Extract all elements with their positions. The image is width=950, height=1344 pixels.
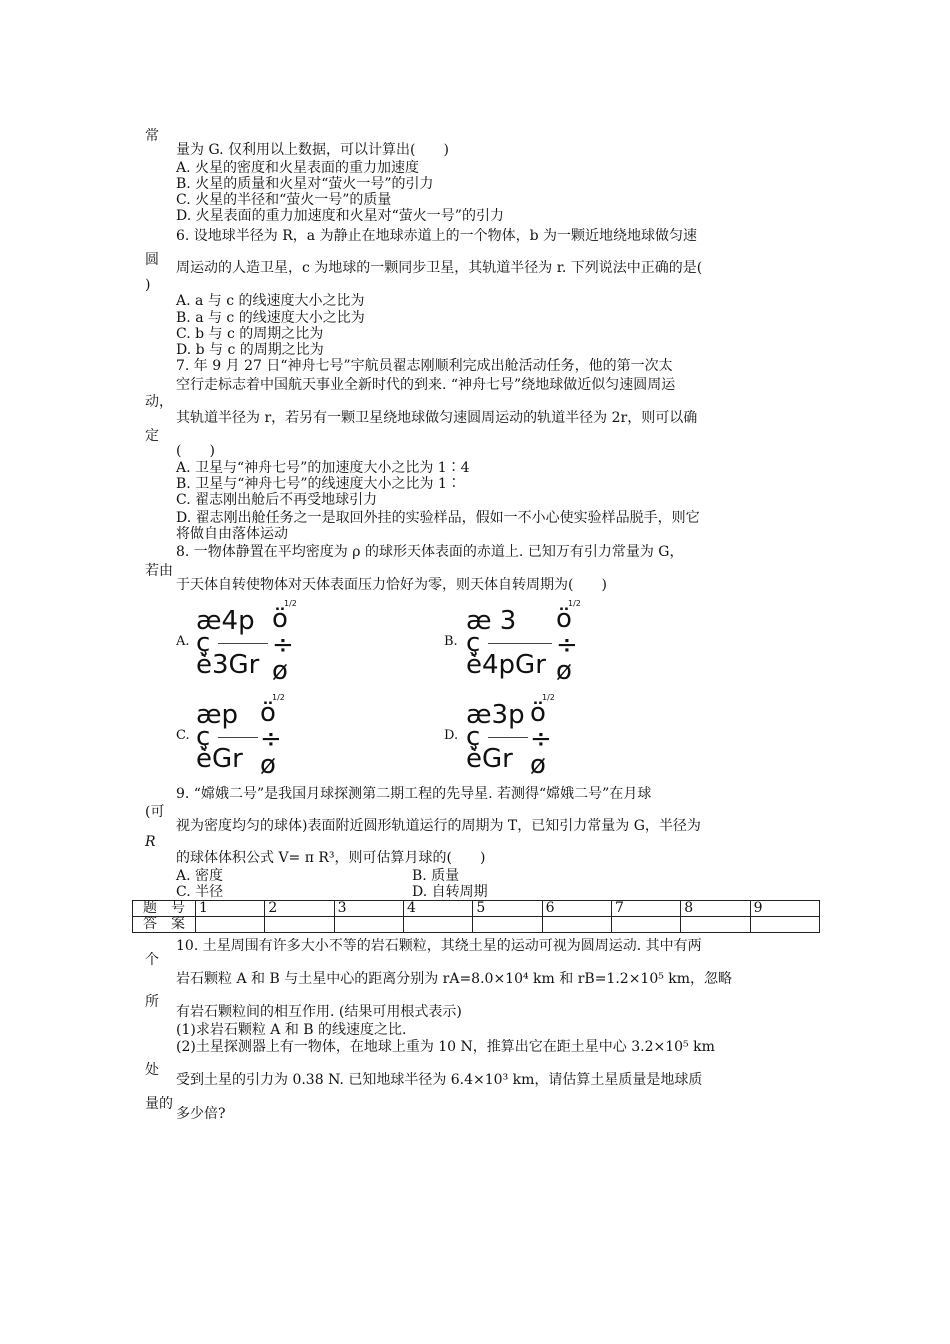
formula-bracket: ç xyxy=(466,722,481,752)
formula-numerator: æ 3 xyxy=(466,606,517,636)
formula-bracket: ÷ xyxy=(530,724,552,754)
formula-exponent: 1/2 xyxy=(284,599,297,608)
table-cell: 7 xyxy=(611,901,680,917)
q7-line: 空行走标志着中国航天事业全新时代的到来. “神舟七号”绕地球做近似匀速圆周运 xyxy=(176,377,676,393)
q7-option-a: A. 卫星与“神舟七号”的加速度大小之比为 1∶4 xyxy=(176,460,470,476)
side-text: 个 xyxy=(145,952,159,968)
q10-line: 多少倍? xyxy=(176,1106,226,1122)
side-text: ) xyxy=(145,277,151,293)
option-label: B. xyxy=(444,634,458,649)
q9-line: 视为密度均匀的球体)表面附近圆形轨道运行的周期为 T，已知引力常量为 G，半径为 xyxy=(176,818,701,834)
table-cell: 9 xyxy=(750,901,819,917)
answer-cell[interactable] xyxy=(473,917,542,933)
q10-line: 受到土星的引力为 0.38 N. 已知地球半径为 6.4×10³ km，请估算土星质量是地球质 xyxy=(176,1072,703,1088)
q6-line: 6. 设地球半径为 R，a 为静止在地球赤道上的一个物体，b 为一颗近地绕地球做匀速 xyxy=(176,228,698,244)
formula-bracket: ö xyxy=(272,604,288,634)
formula-denominator: èGr xyxy=(196,744,243,774)
side-text: R xyxy=(145,834,156,850)
q6-option-c: C. b 与 c 的周期之比为 xyxy=(176,326,324,342)
q8-line: 8. 一物体静置在平均密度为 ρ 的球形天体表面的赤道上. 已知万有引力常量为 G， xyxy=(176,544,684,560)
side-text: (可 xyxy=(145,804,165,820)
formula-numerator: æp xyxy=(196,700,239,730)
table-header: 题 号 xyxy=(133,901,196,917)
q5-stem: 量为 G. 仅利用以上数据，可以计算出( ) xyxy=(176,142,449,158)
answer-cell[interactable] xyxy=(611,917,680,933)
formula-bracket: ø xyxy=(556,656,572,686)
q9-option-d: D. 自转周期 xyxy=(412,884,488,900)
formula-bracket: ö xyxy=(556,604,572,634)
formula-bracket: ÷ xyxy=(556,630,578,660)
q6-line: 周运动的人造卫星，c 为地球的一颗同步卫星，其轨道半径为 r. 下列说法中正确的是( xyxy=(176,260,703,276)
formula-numerator: æ4p xyxy=(196,606,255,636)
formula-denominator: è3Gr xyxy=(196,650,260,680)
table-row xyxy=(133,917,820,933)
q8-option-c xyxy=(176,694,376,784)
q5-option-d: D. 火星表面的重力加速度和火星对“萤火一号”的引力 xyxy=(176,208,504,224)
q6-option-d: D. b 与 c 的周期之比为 xyxy=(176,342,324,358)
answer-cell[interactable] xyxy=(750,917,819,933)
table-cell: 4 xyxy=(403,901,472,917)
answer-cell[interactable] xyxy=(542,917,611,933)
table-cell: 8 xyxy=(681,901,750,917)
formula-bracket: ÷ xyxy=(272,630,294,660)
q7-option-d: 将做自由落体运动 xyxy=(176,526,288,542)
formula-bracket: ç xyxy=(196,722,211,752)
formula-exponent: 1/2 xyxy=(272,693,285,702)
side-text: 所 xyxy=(145,994,159,1010)
q7-line: ( ) xyxy=(176,443,215,459)
formula-numerator: æ3p xyxy=(466,700,525,730)
table-row xyxy=(133,901,820,917)
q6-option-b: B. a 与 c 的线速度大小之比为 xyxy=(176,310,365,326)
q5-option-b: B. 火星的质量和火星对“萤火一号”的引力 xyxy=(176,176,434,192)
table-cell: 6 xyxy=(542,901,611,917)
side-text: 定 xyxy=(145,428,159,444)
q9-option-b: B. 质量 xyxy=(412,868,460,884)
q8-option-b xyxy=(444,600,664,690)
q10-line: (1)求岩石颗粒 A 和 B 的线速度之比. xyxy=(176,1022,407,1038)
formula-bracket: ø xyxy=(260,750,276,780)
option-label: A. xyxy=(176,634,190,649)
side-text: 处 xyxy=(145,1062,159,1078)
formula-denominator: è4pGr xyxy=(466,650,546,680)
table-cell: 5 xyxy=(473,901,542,917)
option-label: D. xyxy=(444,728,459,743)
q10-line: 10. 土星周围有许多大小不等的岩石颗粒，其绕土星的运动可视为圆周运动. 其中有两 xyxy=(176,938,702,954)
table-header: 答 案 xyxy=(133,917,196,933)
q8-option-d xyxy=(444,694,644,784)
side-text: 量的 xyxy=(145,1096,173,1112)
q5-option-a: A. 火星的密度和火星表面的重力加速度 xyxy=(176,160,420,176)
formula-denominator: èGr xyxy=(466,744,513,774)
q9-line: 9. “嫦娥二号”是我国月球探测第二期工程的先导星. 若测得“嫦娥二号”在月球 xyxy=(176,786,652,802)
answer-table xyxy=(132,900,820,933)
q7-option-b: B. 卫星与“神舟七号”的线速度大小之比为 1∶ xyxy=(176,476,461,492)
q6-option-a: A. a 与 c 的线速度大小之比为 xyxy=(176,293,365,309)
answer-cell[interactable] xyxy=(403,917,472,933)
formula-bracket: ç xyxy=(196,628,211,658)
q10-line: 岩石颗粒 A 和 B 与土星中心的距离分别为 rA=8.0×10⁴ km 和 rB=1.2×10⁵ km，忽略 xyxy=(176,971,733,987)
q8-option-a xyxy=(176,600,376,690)
q7-line: 其轨道半径为 r，若另有一颗卫星绕地球做匀速圆周运动的轨道半径为 2r，则可以确 xyxy=(176,410,698,426)
q7-option-c: C. 翟志刚出舱后不再受地球引力 xyxy=(176,492,378,508)
q9-line: 的球体体积公式 V= π R³，则可估算月球的( ) xyxy=(176,850,486,866)
side-text: 常 xyxy=(145,128,159,144)
option-label: C. xyxy=(176,728,190,743)
formula-bracket: ö xyxy=(530,698,546,728)
table-cell: 2 xyxy=(265,901,334,917)
q8-line: 于天体自转使物体对天体表面压力恰好为零，则天体自转周期为( ) xyxy=(176,577,607,593)
formula-bracket: ø xyxy=(272,656,288,686)
q5-option-c: C. 火星的半径和“萤火一号”的质量 xyxy=(176,192,392,208)
q10-line: 有岩石颗粒间的相互作用. (结果可用根式表示) xyxy=(176,1004,462,1020)
q9-option-a: A. 密度 xyxy=(176,868,224,884)
formula-bracket: ç xyxy=(466,628,481,658)
side-text: 动， xyxy=(145,394,173,410)
answer-cell[interactable] xyxy=(265,917,334,933)
answer-cell[interactable] xyxy=(681,917,750,933)
formula-bracket: ø xyxy=(530,750,546,780)
table-cell: 1 xyxy=(196,901,265,917)
answer-cell[interactable] xyxy=(196,917,265,933)
q7-option-d: D. 翟志刚出舱任务之一是取回外挂的实验样品，假如一不小心使实验样品脱手，则它 xyxy=(176,510,700,526)
side-text: 圆 xyxy=(145,252,159,268)
q7-line: 7. 年 9 月 27 日“神舟七号”宇航员翟志刚顺利完成出舱活动任务，他的第一次太 xyxy=(176,358,673,374)
answer-cell[interactable] xyxy=(334,917,403,933)
table-cell: 3 xyxy=(334,901,403,917)
side-text: 若由 xyxy=(145,563,173,579)
formula-exponent: 1/2 xyxy=(542,693,555,702)
q9-option-c: C. 半径 xyxy=(176,884,224,900)
q10-line: (2)土星探测器上有一物体，在地球上重为 10 N，推算出它在距土星中心 3.2×10⁵ km xyxy=(176,1039,715,1055)
formula-bracket: ö xyxy=(260,698,276,728)
formula-bracket: ÷ xyxy=(260,724,282,754)
formula-exponent: 1/2 xyxy=(568,599,581,608)
